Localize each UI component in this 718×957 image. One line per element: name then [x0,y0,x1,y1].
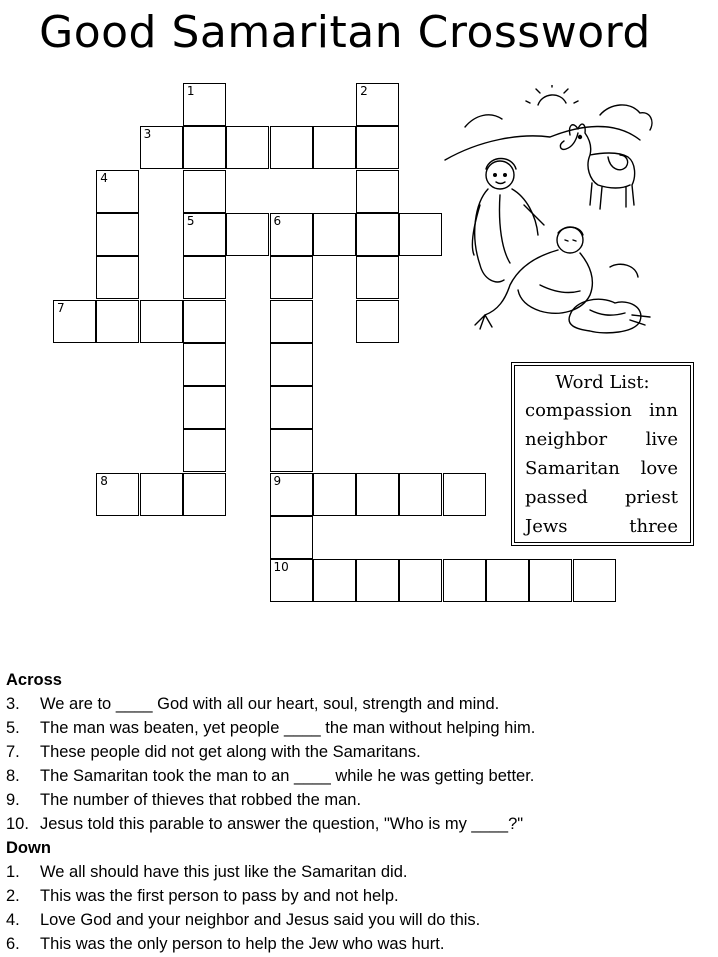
word-list-row [515,396,690,425]
grid-cell[interactable] [356,473,399,516]
down-clues [6,860,706,956]
down-clue [6,884,706,908]
word-list-row [515,454,690,483]
clue-text: The man was beaten, yet people ____ the man without helping him. [40,719,536,737]
grid-cell[interactable] [313,473,356,516]
grid-cell[interactable] [356,256,399,299]
grid-cell-3[interactable] [140,126,183,169]
clue-text: This was the only person to help the Jew who was hurt. [40,935,445,953]
clue-number: 1. [6,863,20,881]
word-list-box [511,362,694,546]
word-list-row [515,512,690,541]
grid-cell[interactable] [270,429,313,472]
grid-cell[interactable] [270,300,313,343]
grid-cell[interactable] [96,256,139,299]
grid-cell-5[interactable] [183,213,226,256]
across-clue [6,716,706,740]
clue-number: 6. [6,935,20,953]
grid-cell[interactable] [183,343,226,386]
grid-cell[interactable] [399,559,442,602]
grid-cell[interactable] [356,213,399,256]
page-title: Good Samaritan Crossword [39,7,651,58]
across-clue [6,764,706,788]
grid-cell-7[interactable] [53,300,96,343]
clue-number: 3. [6,695,20,713]
grid-cell[interactable] [226,126,269,169]
good-samaritan-illustration [440,85,665,345]
across-clue [6,740,706,764]
clue-number: 8 [100,473,108,488]
grid-cell[interactable] [270,343,313,386]
clue-number: 9 [273,473,282,488]
clue-text: Love God and your neighbor and Jesus said you will do this. [40,911,481,929]
grid-cell-6[interactable] [270,213,313,256]
word-list-word: inn [649,400,678,421]
grid-cell-4[interactable] [96,170,139,213]
word-list-word: love [640,458,678,479]
clue-text: Jesus told this parable to answer the question, "Who is my ____?" [40,815,524,833]
clue-text: We are to ____ God with all our heart, soul, strength and mind. [40,695,500,713]
word-list-rows [515,396,690,541]
grid-cell-2[interactable] [356,83,399,126]
grid-cell[interactable] [183,170,226,213]
down-heading: Down [6,839,51,857]
clue-text: These people did not get along with the Samaritans. [40,743,421,761]
grid-cell[interactable] [96,213,139,256]
clue-number: 7. [6,743,20,761]
clue-text: The number of thieves that robbed the man. [40,791,362,809]
clue-number: 3 [143,127,152,142]
grid-cell[interactable] [313,559,356,602]
grid-cell[interactable] [356,300,399,343]
grid-cell[interactable] [486,559,529,602]
clue-number: 4 [100,170,108,185]
grid-cell-9[interactable] [270,473,313,516]
grid-cell[interactable] [140,473,183,516]
word-list-row [515,425,690,454]
clue-number: 5. [6,719,20,737]
word-list-word: passed [525,487,588,508]
across-heading: Across [6,671,62,689]
across-clue [6,812,706,836]
clue-text: We all should have this just like the Samaritan did. [40,863,408,881]
grid-cell[interactable] [183,300,226,343]
word-list-word: Samaritan [525,458,620,479]
word-list-title: Word List: [555,372,650,393]
grid-cell[interactable] [183,126,226,169]
across-clue [6,692,706,716]
word-list-word: live [645,429,678,450]
grid-cell[interactable] [96,300,139,343]
grid-cell[interactable] [183,429,226,472]
word-list-word: three [629,516,678,537]
grid-cell[interactable] [356,126,399,169]
grid-cell[interactable] [183,256,226,299]
clue-number: 2 [360,84,368,98]
grid-cell[interactable] [356,559,399,602]
grid-cell[interactable] [183,473,226,516]
grid-cell[interactable] [270,386,313,429]
clue-number: 4. [6,911,20,929]
clue-number: 8. [6,767,20,785]
clue-number: 1 [186,84,195,98]
grid-cell[interactable] [226,213,269,256]
clue-number: 6 [273,213,282,228]
across-clue [6,788,706,812]
clue-number: 10 [273,560,289,575]
clues-section [6,668,706,956]
across-clues [6,692,706,836]
word-list-word: neighbor [525,429,608,450]
grid-cell[interactable] [399,473,442,516]
grid-cell[interactable] [356,170,399,213]
grid-cell[interactable] [270,126,313,169]
clue-number: 2. [6,887,20,905]
word-list-row [515,483,690,512]
grid-cell-8[interactable] [96,473,139,516]
clue-text: This was the first person to pass by and not help. [40,887,399,905]
grid-cell[interactable] [270,256,313,299]
clue-number: 10. [6,815,29,833]
grid-cell-10[interactable] [270,559,313,602]
clue-number: 9. [6,791,20,809]
word-list-word: compassion [525,400,632,421]
clue-number: 5 [186,213,195,228]
grid-cell[interactable] [313,213,356,256]
grid-cell[interactable] [443,473,486,516]
word-list-word: priest [624,487,678,508]
down-clue [6,860,706,884]
grid-cell[interactable] [140,300,183,343]
grid-cell[interactable] [443,559,486,602]
clue-text: The Samaritan took the man to an ____ while he was getting better. [40,767,535,785]
grid-cell[interactable] [270,516,313,559]
clue-number: 7 [57,300,65,315]
grid-cell[interactable] [529,559,572,602]
word-list-word: Jews [525,516,568,537]
grid-cell-1[interactable] [183,83,226,126]
down-clue [6,932,706,956]
down-clue [6,908,706,932]
grid-cell[interactable] [313,126,356,169]
grid-cell[interactable] [183,386,226,429]
grid-cell[interactable] [399,213,442,256]
grid-cell[interactable] [573,559,616,602]
